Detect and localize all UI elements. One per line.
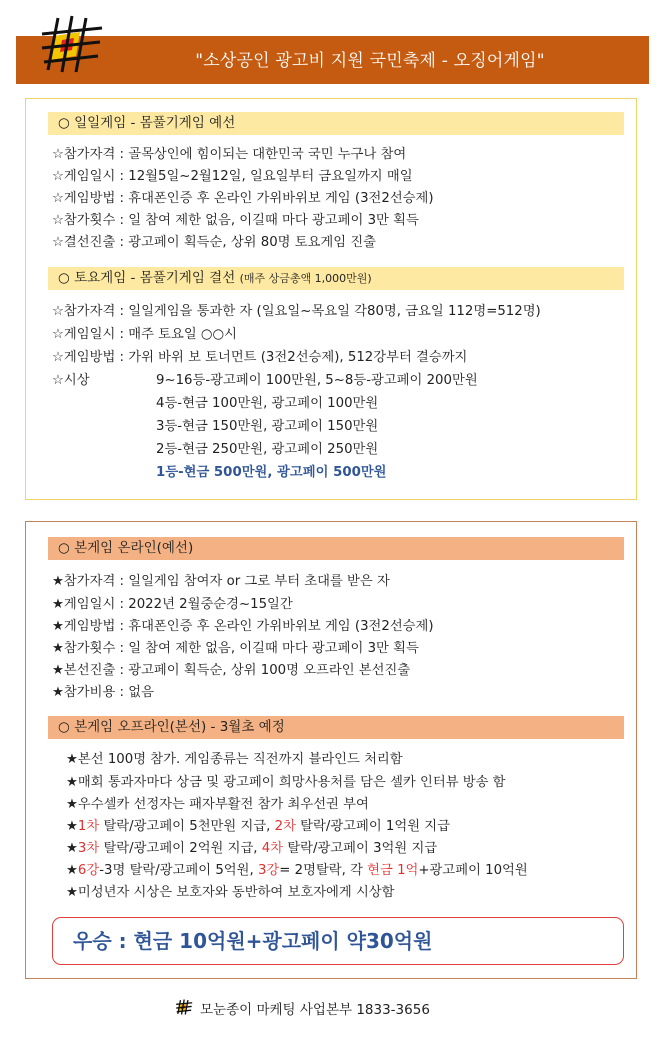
online-game-header: ○ 본게임 온라인(예선) [48, 537, 624, 560]
prize-1st: 1등-현금 500만원, 광고페이 500만원 [156, 465, 387, 480]
winner-prize-box: 우승 : 현금 10억원+광고페이 약30억원 [52, 917, 624, 965]
grid-logo-icon [40, 14, 110, 74]
daily-game-header: ○ 일일게임 - 몸풀기게임 예선 [48, 112, 624, 135]
saturday-header-prize-total: (매주 상금총액 1,000만원) [239, 272, 372, 285]
offline-line-1: ★본선 100명 참가. 게임종류는 직전까지 블라인드 처리함 [66, 752, 403, 767]
online-method: ★게임방법 : 휴대폰인증 후 온라인 가위바위보 게임 (3전2선승제) [52, 619, 434, 634]
saturday-game-header [48, 267, 624, 290]
daily-qualification: ☆참가자격 : 골목상인에 힘이되는 대한민국 국민 누구나 참여 [52, 147, 407, 162]
prize-4th: 4등-현금 100만원, 광고페이 100만원 [156, 396, 379, 411]
daily-schedule: ☆게임일시 : 12월5일~2월12일, 일요일부터 금요일까지 매일 [52, 169, 413, 184]
online-fee: ★참가비용 : 없음 [52, 685, 154, 700]
saturday-method: ☆게임방법 : 가위 바위 보 토너먼트 (3전2선승제), 512강부터 결승까지 [52, 350, 468, 365]
offline-game-header: ○ 본게임 오프라인(본선) - 3월초 예정 [48, 716, 624, 739]
footer-contact: 모눈종이 마케팅 사업본부 1833-3656 [200, 1002, 430, 1018]
prize-9-16: 9~16등-광고페이 100만원, 5~8등-광고페이 200만원 [156, 373, 478, 388]
offline-line-2: ★매회 통과자마다 상금 및 광고페이 희망사용처를 담은 셀카 인터뷰 방송 함 [66, 775, 506, 790]
offline-round-1-2: ★1차 탈락/광고페이 5천만원 지급, 2차 탈락/광고페이 1억원 지급 [66, 819, 450, 834]
prize-2nd: 2등-현금 250만원, 광고페이 250만원 [156, 442, 379, 457]
saturday-prize-label: ☆시상 [52, 373, 90, 388]
online-advance: ★본선진출 : 광고페이 획득순, 상위 100명 오프라인 본선진출 [52, 663, 411, 678]
saturday-qualification: ☆참가자격 : 일일게임을 통과한 자 (일요일~목요일 각80명, 금요일 112명=512명) [52, 304, 541, 319]
offline-round-final: ★6강-3명 탈락/광고페이 5억원, 3강= 2명탈락, 각 현금 1억+광고페이 10억원 [66, 863, 528, 878]
daily-advance: ☆결선진출 : 광고페이 획득순, 상위 80명 토요게임 진출 [52, 235, 377, 250]
daily-method: ☆게임방법 : 휴대폰인증 후 온라인 가위바위보 게임 (3전2선승제) [52, 191, 434, 206]
banner-title: "소상공인 광고비 지원 국민축제 - 오징어게임" [195, 51, 545, 71]
saturday-schedule: ☆게임일시 : 매주 토요일 ○○시 [52, 327, 237, 342]
prize-3rd: 3등-현금 150만원, 광고페이 150만원 [156, 419, 379, 434]
offline-round-3-4: ★3차 탈락/광고페이 2억원 지급, 4차 탈락/광고페이 3억원 지급 [66, 841, 438, 856]
online-qualification: ★참가자격 : 일일게임 참여자 or 그로 부터 초대를 받은 자 [52, 574, 390, 589]
grid-logo-small-icon [175, 999, 195, 1015]
online-schedule: ★게임일시 : 2022년 2월중순경~15일간 [52, 597, 293, 612]
saturday-header-text: ○ 토요게임 - 몸풀기게임 결선 [58, 270, 240, 286]
online-count: ★참가횟수 : 일 참여 제한 없음, 이길때 마다 광고페이 3만 획득 [52, 641, 419, 656]
offline-line-3: ★우수셀카 선정자는 패자부활전 참가 최우선권 부여 [66, 797, 369, 812]
daily-count: ☆참가횟수 : 일 참여 제한 없음, 이길때 마다 광고페이 3만 획득 [52, 213, 419, 228]
offline-minor-note: ★미성년자 시상은 보호자와 동반하여 보호자에게 시상함 [66, 885, 395, 900]
